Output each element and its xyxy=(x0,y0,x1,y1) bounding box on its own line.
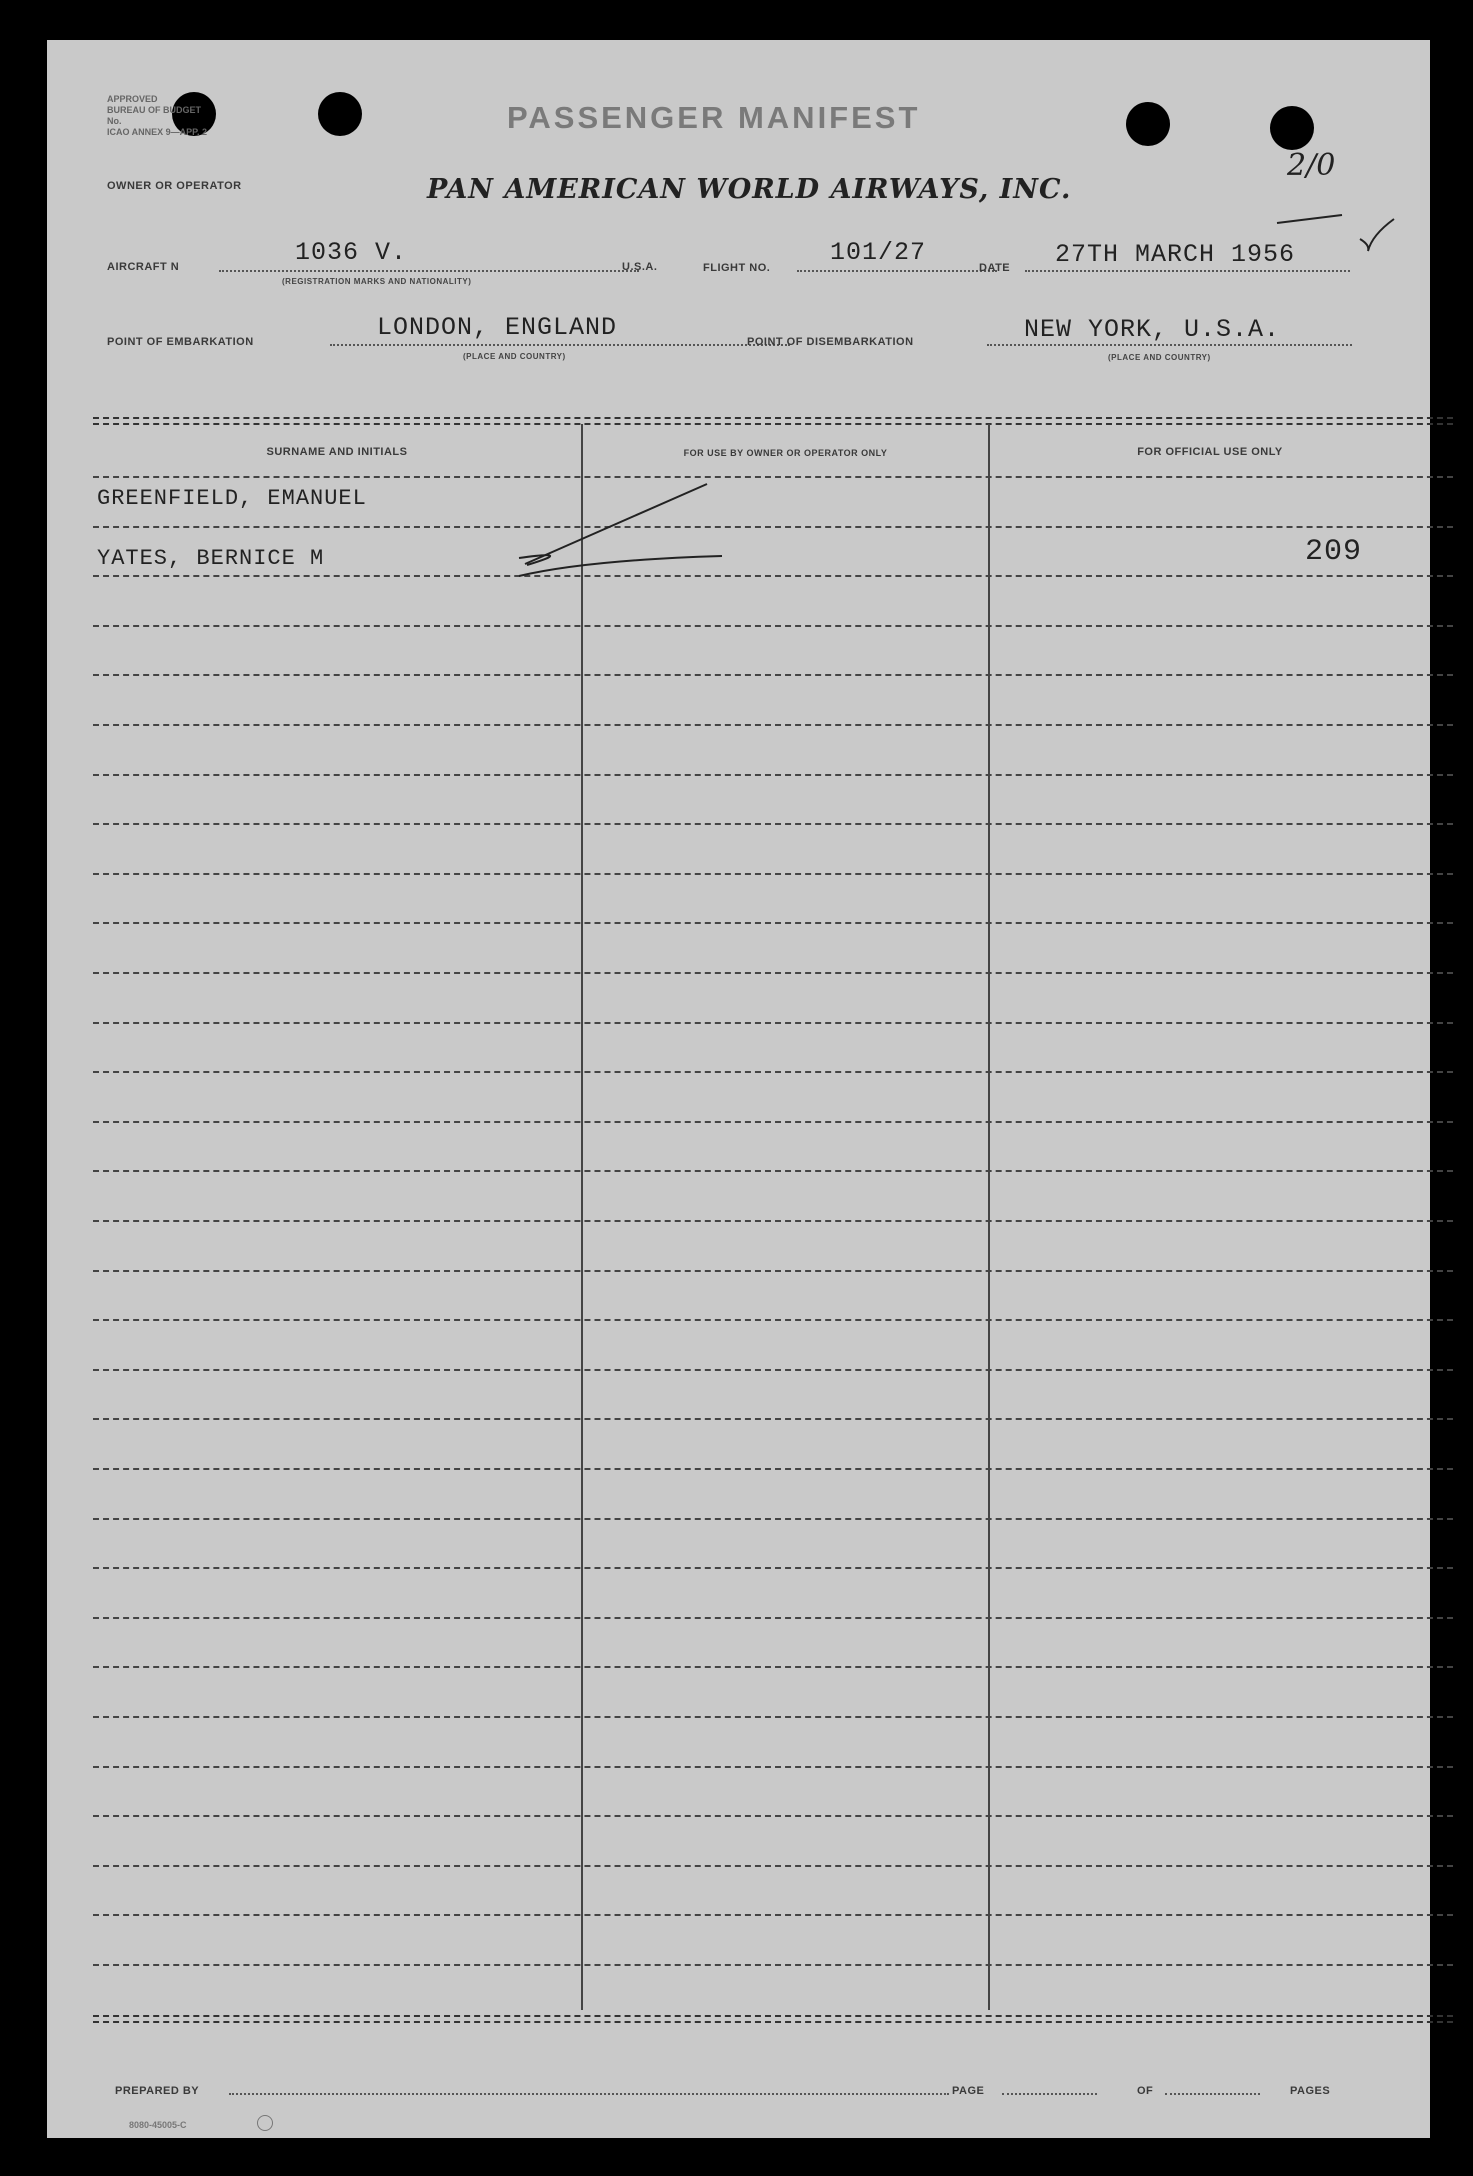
flight-underline xyxy=(797,270,997,272)
embarkation-label: POINT OF EMBARKATION xyxy=(107,336,254,348)
table-row-rule xyxy=(93,1666,1453,1668)
approval-line: ICAO ANNEX 9—APP. 2 xyxy=(107,127,208,137)
table-row-rule xyxy=(93,1121,1453,1123)
embarkation-underline xyxy=(330,344,790,346)
column-header-official: FOR OFFICIAL USE ONLY xyxy=(1137,446,1283,458)
punch-hole xyxy=(1270,106,1314,150)
of-label: OF xyxy=(1137,2085,1154,2097)
table-row-rule xyxy=(93,1170,1453,1172)
handwritten-note: 2/0 xyxy=(1287,148,1336,183)
table-row-rule xyxy=(93,873,1453,875)
column-header-name: SURNAME AND INITIALS xyxy=(266,446,408,458)
table-bottom-rule xyxy=(93,2015,1453,2023)
official-entry: 209 xyxy=(1305,535,1363,569)
table-row-rule xyxy=(93,823,1453,825)
handwritten-tick-marks xyxy=(517,460,777,580)
pages-label: PAGES xyxy=(1290,2085,1331,2097)
table-row-rule xyxy=(93,1468,1453,1470)
of-line xyxy=(1165,2093,1260,2095)
disembarkation-underline xyxy=(987,344,1352,346)
table-row-rule xyxy=(93,922,1453,924)
prepared-by-label: PREPARED BY xyxy=(115,2085,200,2097)
table-row-rule xyxy=(93,1518,1453,1520)
aircraft-underline xyxy=(219,270,639,272)
table-row-rule xyxy=(93,1617,1453,1619)
aircraft-label: AIRCRAFT N xyxy=(107,261,180,273)
approval-line: APPROVED xyxy=(107,94,158,104)
table-row-rule xyxy=(93,625,1453,627)
table-row-rule xyxy=(93,1914,1453,1916)
owner-name: PAN AMERICAN WORLD AIRWAYS, INC. xyxy=(427,174,1072,205)
table-row-rule xyxy=(93,1369,1453,1371)
page-label: PAGE xyxy=(952,2085,985,2097)
disembarkation-caption: (PLACE AND COUNTRY) xyxy=(1108,353,1211,362)
owner-label: OWNER OR OPERATOR xyxy=(107,180,242,192)
table-row-rule xyxy=(93,1319,1453,1321)
form-title: PASSENGER MANIFEST xyxy=(507,100,921,135)
table-row-rule xyxy=(93,1766,1453,1768)
column-divider xyxy=(988,424,990,2010)
disembarkation-value: NEW YORK, U.S.A. xyxy=(1024,315,1281,344)
table-row-rule xyxy=(93,674,1453,676)
table-row-rule xyxy=(93,1716,1453,1718)
date-underline xyxy=(1025,270,1350,272)
table-row-rule xyxy=(93,1220,1453,1222)
table-row-rule xyxy=(93,1815,1453,1817)
aircraft-value: 1036 V. xyxy=(295,238,408,267)
table-row-rule xyxy=(93,1270,1453,1272)
embarkation-caption: (PLACE AND COUNTRY) xyxy=(463,352,566,361)
embarkation-value: LONDON, ENGLAND xyxy=(377,313,618,342)
table-row-rule xyxy=(93,1071,1453,1073)
table-row-rule xyxy=(93,774,1453,776)
approval-line: BUREAU OF BUDGET No. xyxy=(107,105,201,126)
column-header-operator: FOR USE BY OWNER OR OPERATOR ONLY xyxy=(683,448,888,458)
table-row-rule xyxy=(93,1567,1453,1569)
table-row-rule xyxy=(93,724,1453,726)
disembarkation-label: POINT OF DISEMBARKATION xyxy=(747,336,914,348)
flight-label: FLIGHT NO. xyxy=(703,262,771,274)
table-row-rule xyxy=(93,1964,1453,1966)
table-row-rule xyxy=(93,1022,1453,1024)
aircraft-caption: (REGISTRATION MARKS AND NATIONALITY) xyxy=(282,277,472,286)
passenger-name: GREENFIELD, EMANUEL xyxy=(97,486,367,511)
column-divider xyxy=(581,424,583,2010)
table-row-rule xyxy=(93,1865,1453,1867)
passenger-name: YATES, BERNICE M xyxy=(97,546,325,571)
page-line xyxy=(1002,2093,1097,2095)
date-value: 27TH MARCH 1956 xyxy=(1055,240,1296,269)
form-number: 8080-45005-C xyxy=(129,2120,187,2130)
prepared-by-line xyxy=(229,2093,949,2095)
nationality-label: U.S.A. xyxy=(622,261,658,273)
date-label: DATE xyxy=(979,262,1011,274)
flight-value: 101/27 xyxy=(830,238,927,267)
table-top-rule xyxy=(93,417,1453,425)
punch-hole xyxy=(1126,102,1170,146)
punch-hole xyxy=(318,92,362,136)
union-label-mark xyxy=(257,2115,273,2131)
manifest-sheet xyxy=(47,40,1430,2138)
table-row-rule xyxy=(93,972,1453,974)
table-row-rule xyxy=(93,1418,1453,1420)
approval-block xyxy=(107,94,217,138)
